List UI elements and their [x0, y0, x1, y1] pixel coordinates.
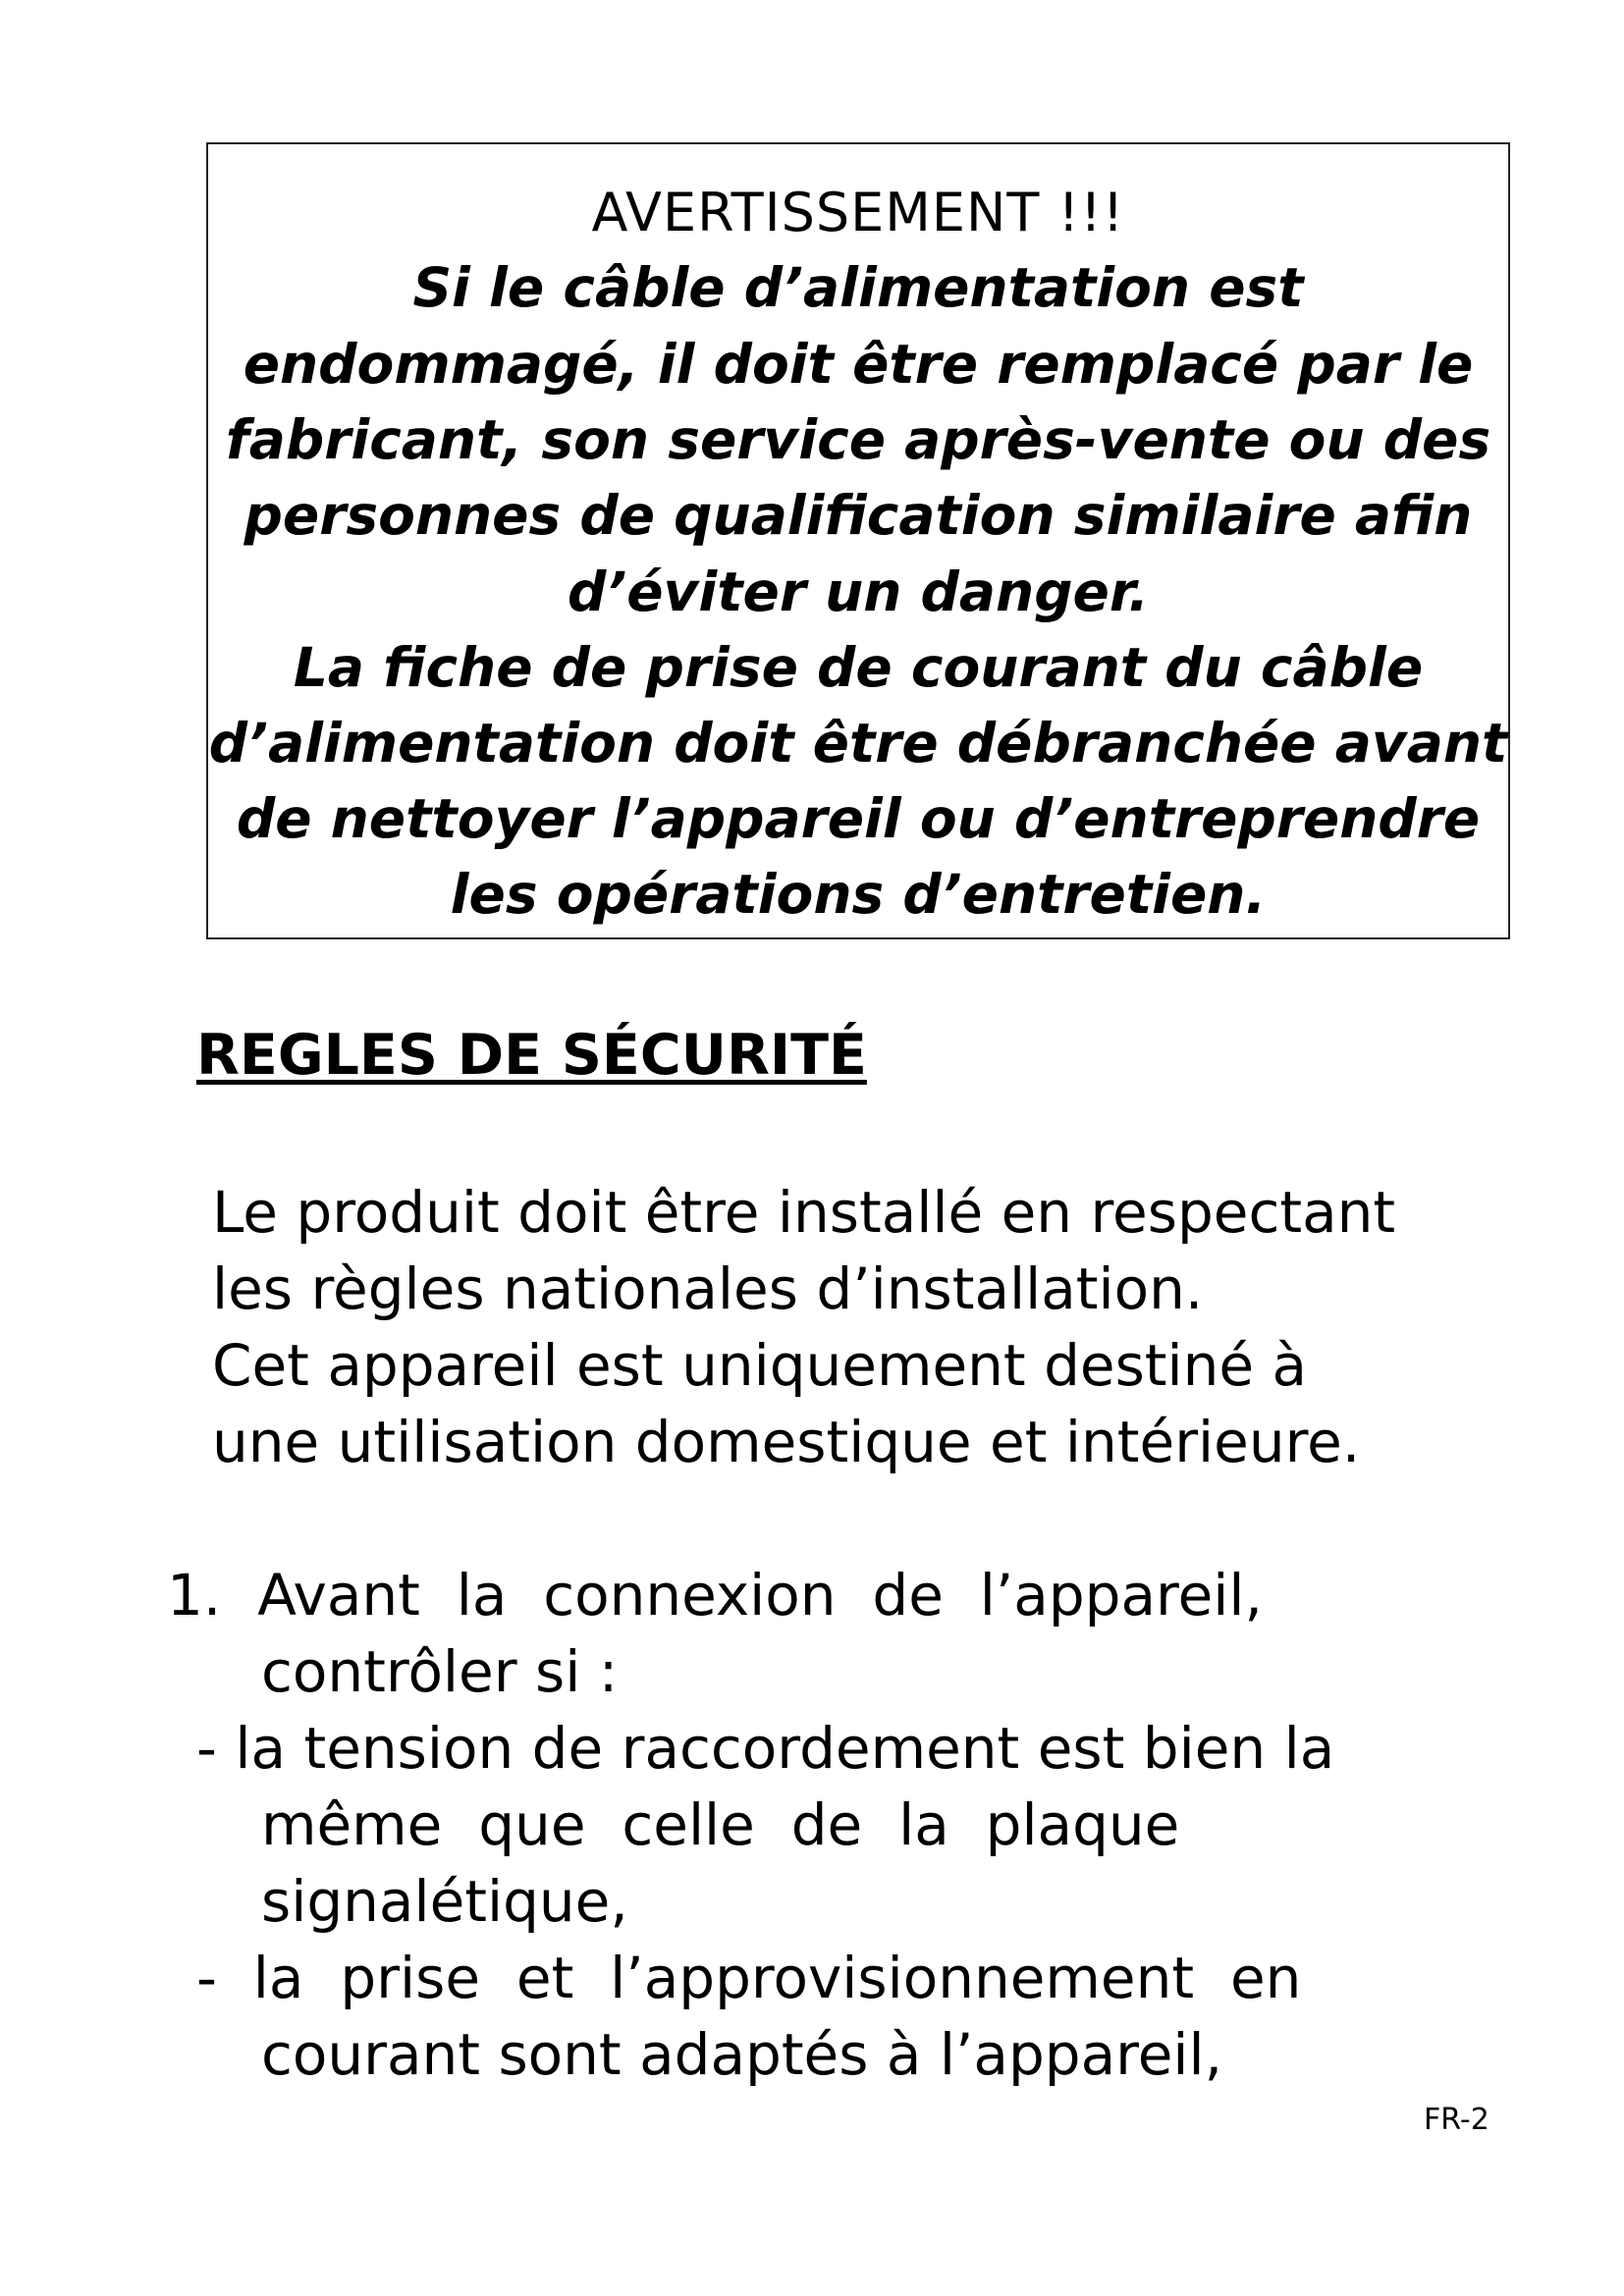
warning-line-5: d’éviter un danger. — [567, 561, 1150, 623]
warning-box — [206, 142, 1510, 939]
warning-line-7: d’alimentation doit être débranchée avant — [208, 712, 1508, 774]
safety-rules-heading: REGLES DE SÉCURITÉ — [196, 1023, 867, 1088]
list-subitem-socket-continuation: courant sont adaptés à l’appareil, — [261, 2021, 1223, 2088]
intro-line-3: Cet appareil est uniquement destiné à — [212, 1332, 1308, 1399]
list-item-1-continuation: contrôler si : — [261, 1638, 619, 1705]
list-subitem-voltage-continuation-2: signalétique, — [261, 1868, 628, 1935]
intro-line-1: Le produit doit être installé en respectant — [212, 1179, 1396, 1246]
list-subitem-socket: - la prise et l’approvisionnement en — [196, 1945, 1302, 2011]
list-subitem-voltage: - la tension de raccordement est bien la — [196, 1715, 1335, 1782]
warning-line-6: La fiche de prise de courant du câble — [293, 636, 1424, 699]
list-item-1: 1. Avant la connexion de l’appareil, — [167, 1562, 1263, 1629]
intro-line-4: une utilisation domestique et intérieure. — [212, 1409, 1361, 1475]
list-subitem-voltage-continuation-1: même que celle de la plaque — [261, 1791, 1180, 1858]
warning-line-2: endommagé, il doit être remplacé par le — [243, 333, 1474, 396]
warning-line-8: de nettoyer l’appareil ou d’entreprendre — [236, 787, 1481, 850]
intro-line-2: les règles nationales d’installation. — [212, 1255, 1204, 1322]
warning-title: AVERTISSEMENT !!! — [591, 182, 1125, 243]
warning-line-1: Si le câble d’alimentation est — [412, 256, 1304, 319]
warning-line-3: fabricant, son service après-vente ou des — [225, 408, 1491, 471]
warning-line-9: les opérations d’entretien. — [450, 863, 1267, 926]
warning-line-4: personnes de qualification similaire afin — [244, 484, 1473, 547]
page-number: FR-2 — [1424, 2103, 1489, 2137]
